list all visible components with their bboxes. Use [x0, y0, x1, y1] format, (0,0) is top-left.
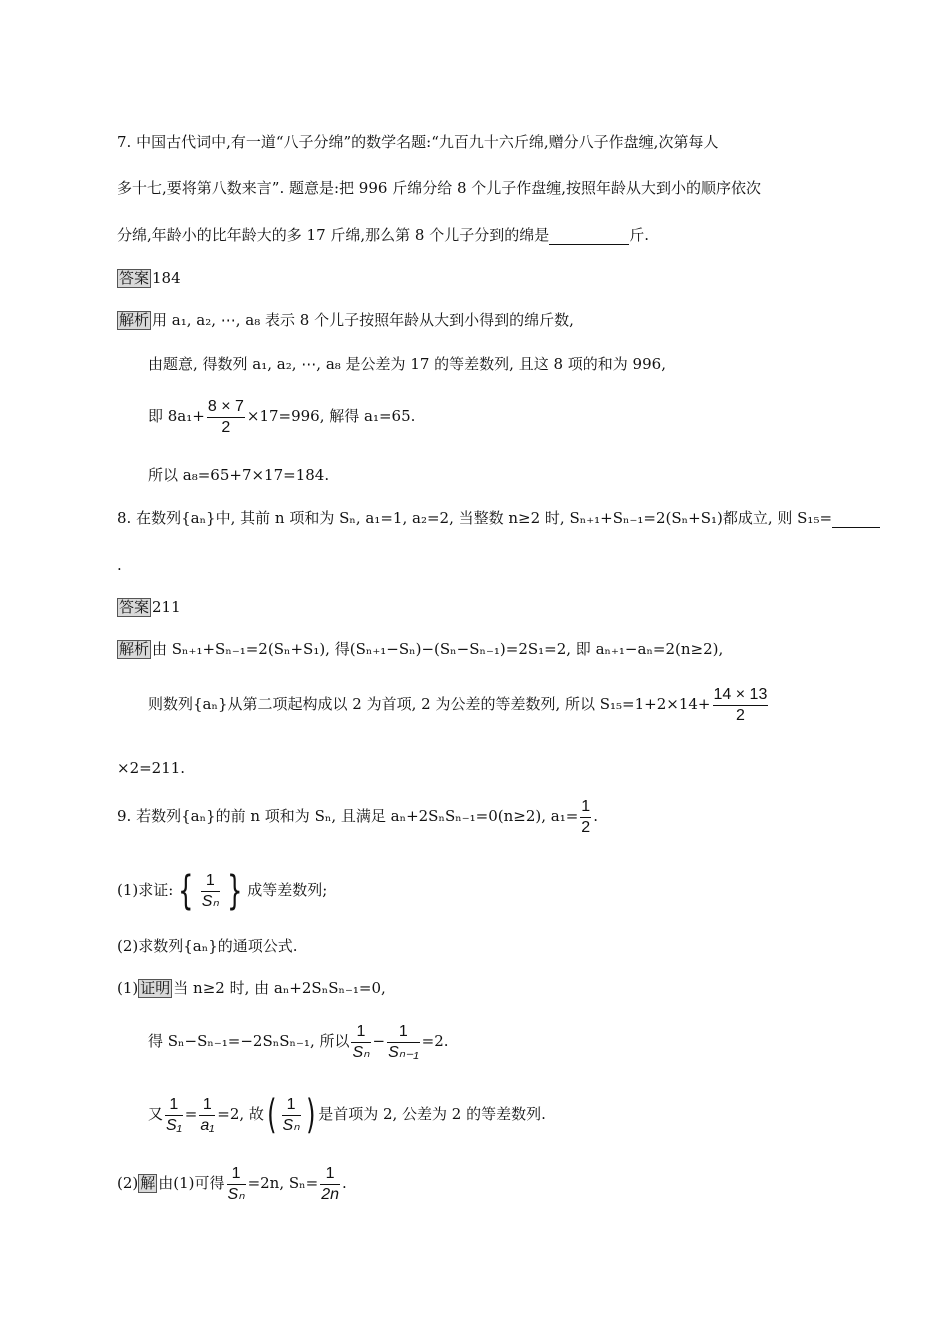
q7-analysis-line-2: 由题意, 得数列 a₁, a₂, ⋯, a₈ 是公差为 17 的等差数列, 且这 8 项的和为 996, [148, 355, 666, 373]
answer-tag: 答案 [119, 598, 150, 616]
q7-analysis-line-3 [148, 392, 415, 440]
fraction-numerator: 1 [205, 871, 215, 889]
left-brace: { [178, 868, 194, 914]
fraction-numerator: 1 [231, 1164, 241, 1182]
fraction [387, 1022, 420, 1063]
fraction-denominator: 2 [581, 818, 591, 836]
q7-answer-value: 184 [152, 269, 181, 287]
proof-tag: 证明 [140, 979, 171, 997]
fraction [201, 871, 220, 912]
q8-analysis-line-1 [117, 639, 723, 659]
q8-answer [117, 597, 181, 617]
q8-analysis-line-2 [148, 680, 770, 728]
q9-s3-post: 是首项为 2, 公差为 2 的等差数列. [318, 1105, 546, 1123]
q7-analysis-3-pre: 即 8a₁+ [148, 407, 205, 425]
equals-sign: = [184, 1105, 198, 1123]
analysis-tag: 解析 [119, 311, 150, 329]
q7-answer-blank [549, 228, 629, 245]
q9-line-1 [117, 792, 598, 840]
fraction-denominator: 2 [735, 706, 745, 724]
q9-part-2: (2)求数列{aₙ}的通项公式. [117, 937, 298, 955]
fraction-denominator: Sₙ [352, 1043, 370, 1061]
fraction-numerator: 1 [286, 1095, 296, 1113]
q8-line-1 [117, 508, 880, 528]
fraction-denominator: Sₙ [227, 1185, 245, 1203]
q9-solution-1-line-3 [148, 1086, 546, 1142]
solve-tag: 解 [140, 1174, 156, 1192]
fraction-denominator: 2 [221, 418, 231, 436]
q8-analysis-text-1: 由 Sₙ₊₁+Sₙ₋₁=2(Sₙ+S₁), 得(Sₙ₊₁−Sₙ)−(Sₙ−Sₙ₋₁)=2S₁=2, 即 aₙ₊₁−aₙ=2(n≥2), [152, 640, 724, 658]
fraction [580, 797, 591, 838]
q8-line-1-text: 8. 在数列{aₙ}中, 其前 n 项和为 Sₙ, a₁=1, a₂=2, 当整数 n≥2 时, Sₙ₊₁+Sₙ₋₁=2(Sₙ+S₁)都成立, 则 S₁₅= [117, 509, 833, 527]
q8-answer-value: 211 [152, 598, 181, 616]
q7-analysis-line-1 [117, 310, 574, 330]
minus-sign: − [372, 1032, 386, 1050]
fraction-denominator: Sₙ₋₁ [388, 1043, 419, 1061]
q9-solution-1-line-1 [117, 978, 386, 998]
q9-s2-post: =2. [421, 1032, 449, 1050]
q9-t1-mid-2: =2n, Sₙ= [247, 1174, 319, 1192]
q8-analysis-line-3: ×2=211. [117, 759, 186, 777]
q8-line-2: . [117, 556, 122, 574]
q7-answer [117, 268, 181, 288]
q7-line-1: 7. 中国古代词中,有一道“八子分绵”的数学名题:“九百九十六斤绵,赠分八子作盘缠,次第每人 [117, 133, 719, 151]
answer-tag: 答案 [119, 269, 150, 287]
q7-line-3-end: 斤. [629, 226, 650, 244]
q9-part-1-pre: (1)求证: [117, 881, 174, 899]
fraction-numerator: 8 × 7 [207, 397, 244, 415]
q9-s3-pre: 又 [148, 1105, 164, 1123]
fraction [351, 1022, 370, 1063]
q9-part-1-post: 成等差数列; [247, 881, 328, 899]
q9-s3-mid: =2, 故 [217, 1105, 264, 1123]
fraction-numerator: 1 [325, 1164, 335, 1182]
fraction [199, 1095, 215, 1136]
analysis-tag: 解析 [119, 640, 150, 658]
fraction-denominator: 2n [321, 1185, 340, 1203]
q9-solution-1-line-2 [148, 1016, 449, 1066]
fraction [207, 397, 245, 438]
fraction-denominator: Sₙ [282, 1116, 300, 1134]
fraction-denominator: Sₙ [201, 892, 219, 910]
fraction-numerator: 1 [356, 1022, 366, 1040]
q9-s1-text: 当 n≥2 时, 由 aₙ+2SₙSₙ₋₁=0, [173, 979, 386, 997]
q9-s1-pre: (1) [117, 979, 139, 997]
q9-line-1-post: . [593, 807, 598, 825]
fraction-numerator: 1 [169, 1095, 179, 1113]
q8-answer-blank [832, 511, 880, 528]
right-brace: } [226, 868, 243, 914]
q7-analysis-3-post: ×17=996, 解得 a₁=65. [246, 407, 416, 425]
q9-t1-pre: (2) [117, 1174, 139, 1192]
q9-line-1-pre: 9. 若数列{aₙ}的前 n 项和为 Sₙ, 且满足 aₙ+2SₙSₙ₋₁=0(n≥2), a₁= [117, 807, 579, 825]
fraction [713, 685, 769, 726]
q7-line-2: 多十七,要将第八数来言”. 题意是:把 996 斤绵分给 8 个儿子作盘缠,按照年龄从大到小的顺序依次 [117, 179, 762, 197]
q9-s2-pre: 得 Sₙ−Sₙ₋₁=−2SₙSₙ₋₁, 所以 [148, 1032, 350, 1050]
q9-t1-post: . [342, 1174, 347, 1192]
fraction [282, 1095, 301, 1136]
fraction-denominator: a₁ [200, 1116, 215, 1134]
fraction-numerator: 1 [581, 797, 591, 815]
q9-t1-mid: 由(1)可得 [158, 1174, 225, 1192]
q8-analysis-2-pre: 则数列{aₙ}从第二项起构成以 2 为首项, 2 为公差的等差数列, 所以 S₁₅=1+2×14+ [148, 695, 711, 713]
q7-analysis-line-4: 所以 a₈=65+7×17=184. [148, 466, 330, 484]
fraction-numerator: 14 × 13 [713, 685, 768, 703]
fraction [320, 1164, 340, 1205]
fraction-denominator: S₁ [166, 1116, 182, 1134]
q7-analysis-text-1: 用 a₁, a₂, ⋯, a₈ 表示 8 个儿子按照年龄从大到小得到的绵斤数, [152, 311, 574, 329]
q7-line-3-text: 分绵,年龄小的比年龄大的多 17 斤绵,那么第 8 个儿子分到的绵是 [117, 226, 550, 244]
fraction-numerator: 1 [398, 1022, 408, 1040]
right-paren: ) [305, 1092, 316, 1138]
q7-line-3 [117, 225, 649, 245]
q9-part-1 [117, 862, 327, 918]
fraction-numerator: 1 [202, 1095, 212, 1113]
q9-solution-2-line-1 [117, 1158, 347, 1208]
left-paren: ( [267, 1092, 277, 1138]
fraction [227, 1164, 246, 1205]
fraction [165, 1095, 183, 1136]
